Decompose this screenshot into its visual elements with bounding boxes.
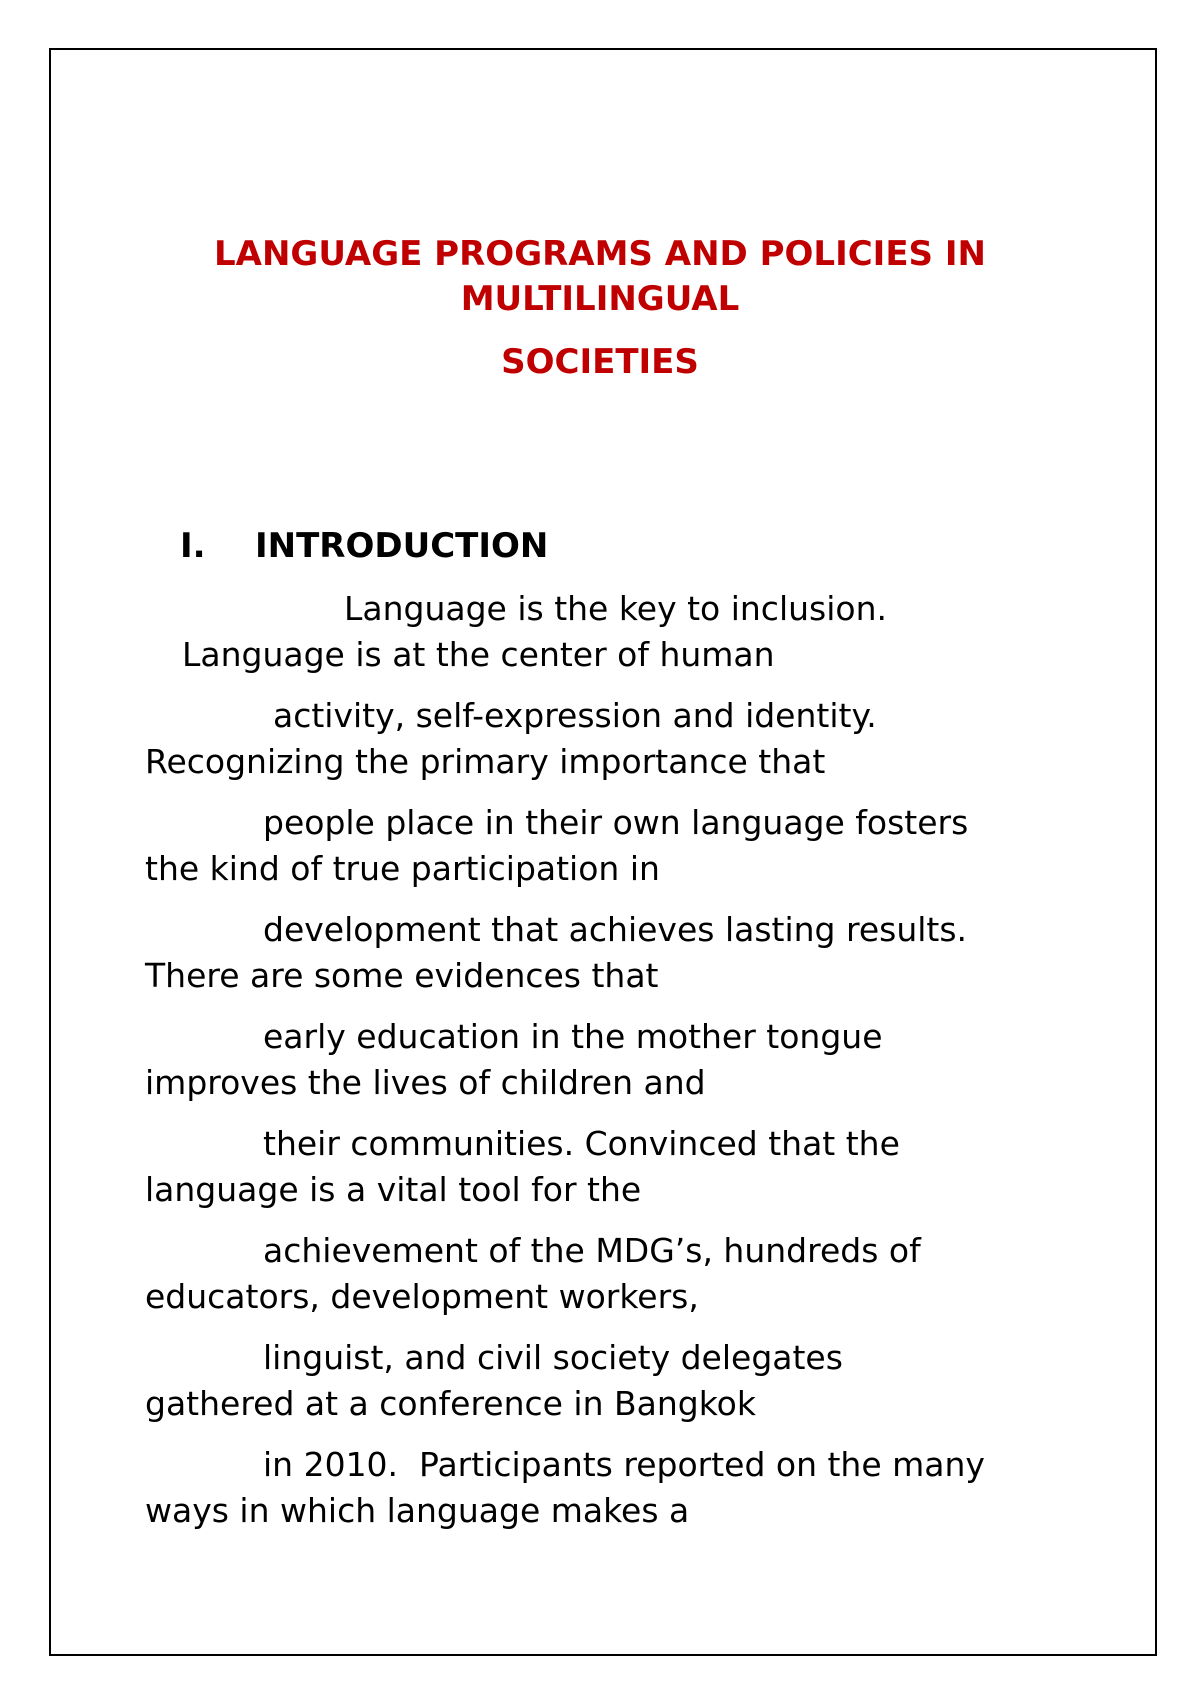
paragraph-line-pair [145,586,887,678]
paragraph-line: ways in which language makes a [145,1491,690,1530]
paragraph-line: educators, development workers, [145,1277,699,1316]
paragraph-line: Language is at the center of human [182,635,775,674]
paragraph-line: the kind of true participation in [145,849,660,888]
paragraph-line: their communities. Convinced that the [263,1124,900,1163]
paragraph-line: Language is the key to inclusion. [344,589,887,628]
document-title-line-2: MULTILINGUAL [460,279,740,319]
paragraph-line: gathered at a conference in Bangkok [145,1384,756,1423]
paragraph-line: improves the lives of children and [145,1063,706,1102]
paragraph-line-pair [145,1014,883,1106]
paragraph-line-pair [145,907,967,999]
section-number: I. [180,526,206,566]
paragraph-line: activity, self-expression and identity. [273,696,877,735]
paragraph-line: language is a vital tool for the [145,1170,642,1209]
section-heading [180,524,548,569]
paragraph-line-pair [145,1228,921,1320]
paragraph-line-pair [145,1442,985,1534]
paragraph-line: Recognizing the primary importance that [145,742,826,781]
paragraph-line: early education in the mother tongue [263,1017,883,1056]
paragraph-line: people place in their own language fosters [263,803,969,842]
document-title-line-3: SOCIETIES [501,342,699,382]
paragraph-line: achievement of the MDG’s, hundreds of [263,1231,921,1270]
paragraph-line-pair [145,1121,900,1213]
paragraph-line: in 2010. Participants reported on the many [263,1445,985,1484]
paragraph-line-pair [145,800,968,892]
paragraph-line-pair [145,1335,843,1427]
paragraph-line: linguist, and civil society delegates [263,1338,843,1377]
paragraph-line: There are some evidences that [145,956,659,995]
paragraph-line: development that achieves lasting results. [263,910,968,949]
section-title: INTRODUCTION [255,526,549,566]
paragraph-line-pair [145,693,877,785]
document-title-line-1: LANGUAGE PROGRAMS AND POLICIES IN [214,234,986,274]
